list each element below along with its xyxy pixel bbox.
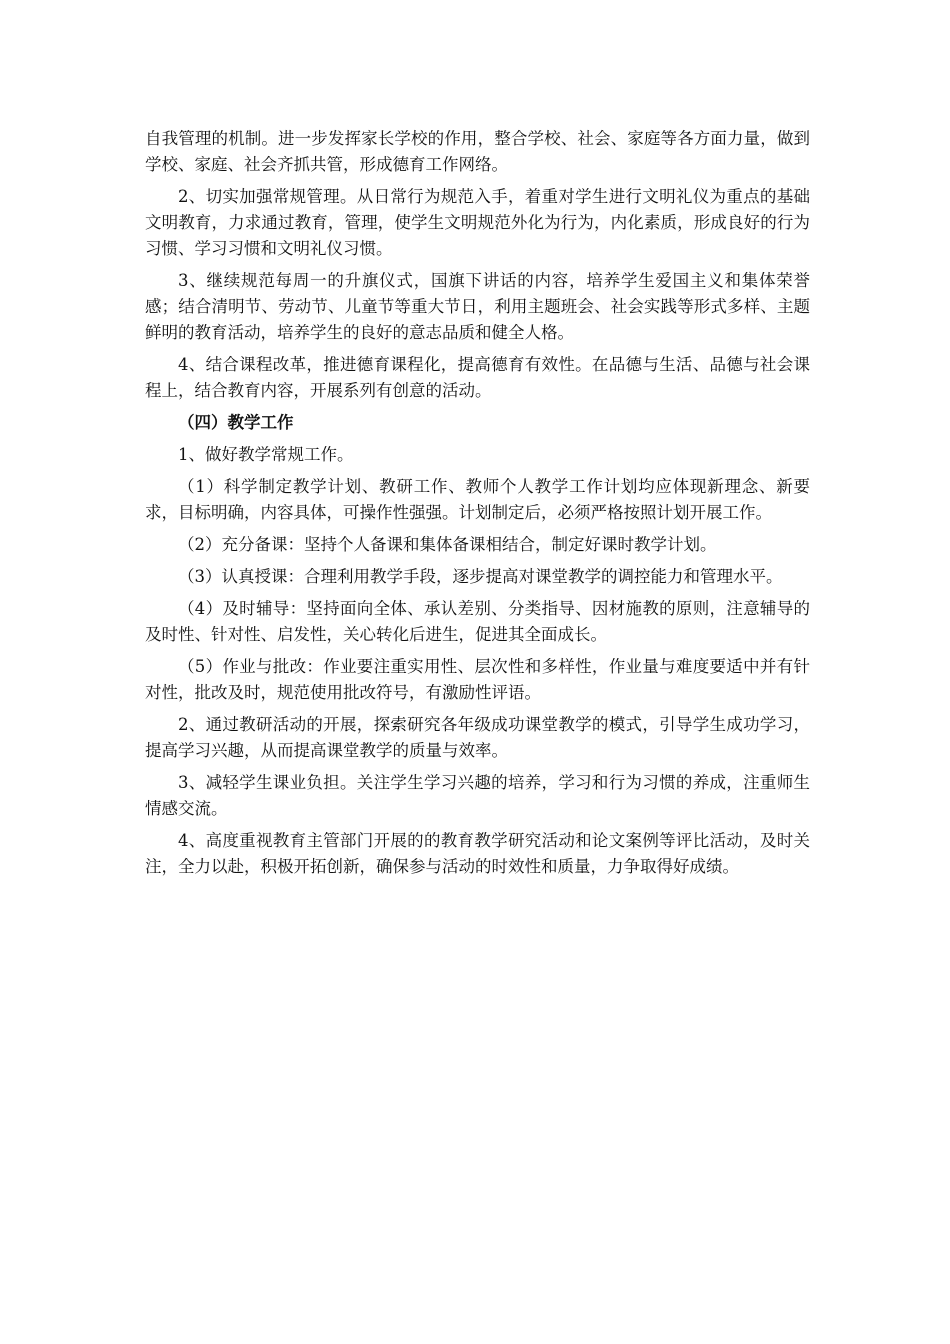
teaching-item-4: 4、高度重视教育主管部门开展的的教育教学研究活动和论文案例等评比活动，及时关注，全力以赴，积极开拓创新，确保参与活动的时效性和质量，力争取得好成绩。 <box>145 831 810 876</box>
teaching-subitem-3: （3）认真授课：合理利用教学手段，逐步提高对课堂教学的调控能力和管理水平。 <box>178 567 783 586</box>
teaching-item-2: 2、通过教研活动的开展，探索研究各年级成功课堂教学的模式，引导学生成功学习，提高学习兴趣，从而提高课堂教学的质量与效率。 <box>145 715 810 760</box>
moral-item-4: 4、结合课程改革，推进德育课程化，提高德育有效性。在品德与生活、品德与社会课程上，结合教育内容，开展系列有创意的活动。 <box>145 355 810 400</box>
teaching-item-3: 3、减轻学生课业负担。关注学生学习兴趣的培养，学习和行为习惯的养成，注重师生情感交流。 <box>145 773 810 818</box>
teaching-subitem-4: （4）及时辅导：坚持面向全体、承认差别、分类指导、因材施教的原则，注意辅导的及时性、针对性、启发性，关心转化后进生，促进其全面成长。 <box>145 599 810 644</box>
teaching-item-1: 1、做好教学常规工作。 <box>178 445 354 464</box>
teaching-subitem-2: （2）充分备课：坚持个人备课和集体备课相结合，制定好课时教学计划。 <box>178 535 717 554</box>
teaching-subitem-1: （1）科学制定教学计划、教研工作、教师个人教学工作计划均应体现新理念、新要求，目标明确，内容具体，可操作性强强。计划制定后，必须严格按照计划开展工作。 <box>145 477 810 522</box>
document-page <box>145 126 810 886</box>
teaching-subitem-5: （5）作业与批改：作业要注重实用性、层次性和多样性，作业量与难度要适中并有针对性，批改及时，规范使用批改符号，有激励性评语。 <box>145 657 810 702</box>
moral-item-2: 2、切实加强常规管理。从日常行为规范入手，着重对学生进行文明礼仪为重点的基础文明教育，力求通过教育，管理，使学生文明规范外化为行为，内化素质，形成良好的行为习惯、学习习惯和文明礼仪习惯。 <box>145 187 810 258</box>
section-heading-teaching: （四）教学工作 <box>178 413 294 432</box>
continued-paragraph: 自我管理的机制。进一步发挥家长学校的作用，整合学校、社会、家庭等各方面力量，做到学校、家庭、社会齐抓共管，形成德育工作网络。 <box>145 129 810 174</box>
moral-item-3: 3、继续规范每周一的升旗仪式，国旗下讲话的内容，培养学生爱国主义和集体荣誉感；结合清明节、劳动节、儿童节等重大节日，利用主题班会、社会实践等形式多样、主题鲜明的教育活动，培养学生的良好的意志品质和健全人格。 <box>145 271 810 342</box>
